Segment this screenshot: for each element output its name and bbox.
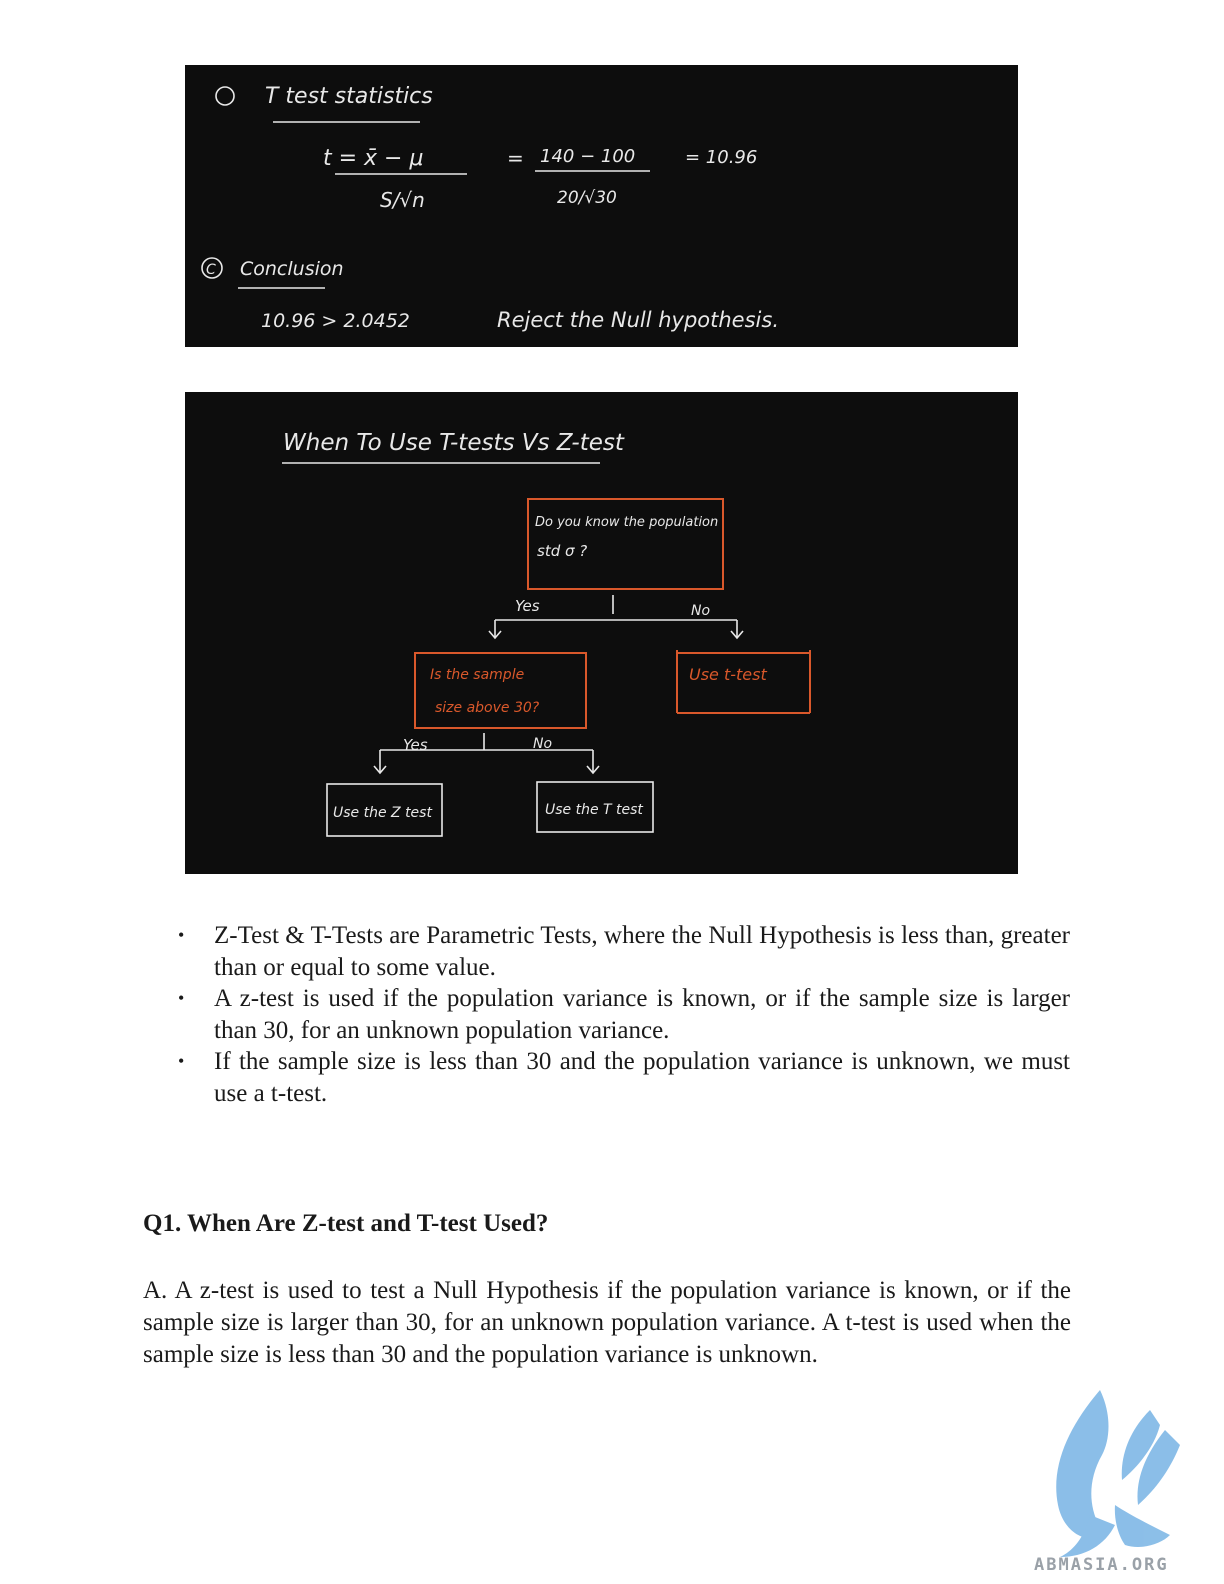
- formula-numerator: 140 − 100: [540, 146, 636, 167]
- comparison-text: 10.96 > 2.0452: [261, 310, 410, 332]
- formula-lhs: t = x̄ − μ: [323, 146, 424, 171]
- flowchart-title: When To Use T-tests Vs Z-test: [283, 430, 624, 456]
- bullet-list: [170, 920, 1070, 1109]
- no-label-1: No: [691, 603, 711, 619]
- equals-sign: =: [507, 146, 524, 170]
- use-t-test-right: Use t-test: [689, 665, 767, 684]
- sample-size-question-box: [415, 653, 586, 728]
- use-z-test-label: Use the Z test: [333, 805, 432, 821]
- bullet-text: A z-test is used if the population variance is known, or if the sample size is larger than 30, for an unknown population variance.: [214, 985, 1070, 1044]
- t-test-statistics-board: [185, 65, 1018, 347]
- formula-denominator: S/√n: [380, 188, 425, 212]
- result-value: = 10.96: [685, 147, 758, 168]
- question-2-line-1: Is the sample: [430, 667, 525, 683]
- no-label-2: No: [533, 736, 553, 752]
- question-1-line-1: Do you know the population: [535, 515, 719, 530]
- bullet-dot: •: [178, 925, 185, 945]
- q-marker-circle: [216, 87, 234, 105]
- list-item: [170, 920, 1070, 983]
- faq-question-heading: Q1. When Are Z-test and T-test Used?: [143, 1210, 549, 1237]
- list-item: [170, 983, 1070, 1046]
- formula-denominator-2: 20/√30: [557, 188, 617, 208]
- watermark-text: ABMASIA.ORG: [1034, 1555, 1169, 1575]
- bullet-text: If the sample size is less than 30 and the population variance is unknown, we must use a t-test.: [214, 1048, 1070, 1107]
- board-drawing: [185, 65, 1018, 347]
- griffin-logo-icon: [1030, 1385, 1210, 1575]
- faq-answer-paragraph: A. A z-test is used to test a Null Hypothesis if the population variance is known, or if the sample size is larger than 30, for an unknown population variance. A t-test is used when the sample size is less than 30 and the population variance is unknown.: [143, 1277, 1071, 1368]
- t-vs-z-flowchart-board: [185, 392, 1018, 874]
- decision-text: Reject the Null hypothesis.: [497, 308, 779, 332]
- question-1-line-2: std σ ?: [537, 542, 588, 560]
- yes-label-2: Yes: [403, 736, 428, 754]
- list-item: [170, 1046, 1070, 1109]
- use-t-test-left-label: Use the T test: [545, 802, 643, 818]
- c-marker: C: [206, 262, 216, 278]
- bullet-dot: •: [178, 1051, 185, 1071]
- question-2-line-2: size above 30?: [435, 700, 540, 716]
- bullet-dot: •: [178, 988, 185, 1008]
- flowchart-drawing: [185, 392, 1018, 874]
- heading-text: T test statistics: [265, 84, 433, 109]
- conclusion-label: Conclusion: [240, 258, 344, 280]
- bullet-text: Z-Test & T-Tests are Parametric Tests, where the Null Hypothesis is less than, greater than or equal to some value.: [214, 922, 1070, 981]
- yes-label-1: Yes: [515, 597, 540, 615]
